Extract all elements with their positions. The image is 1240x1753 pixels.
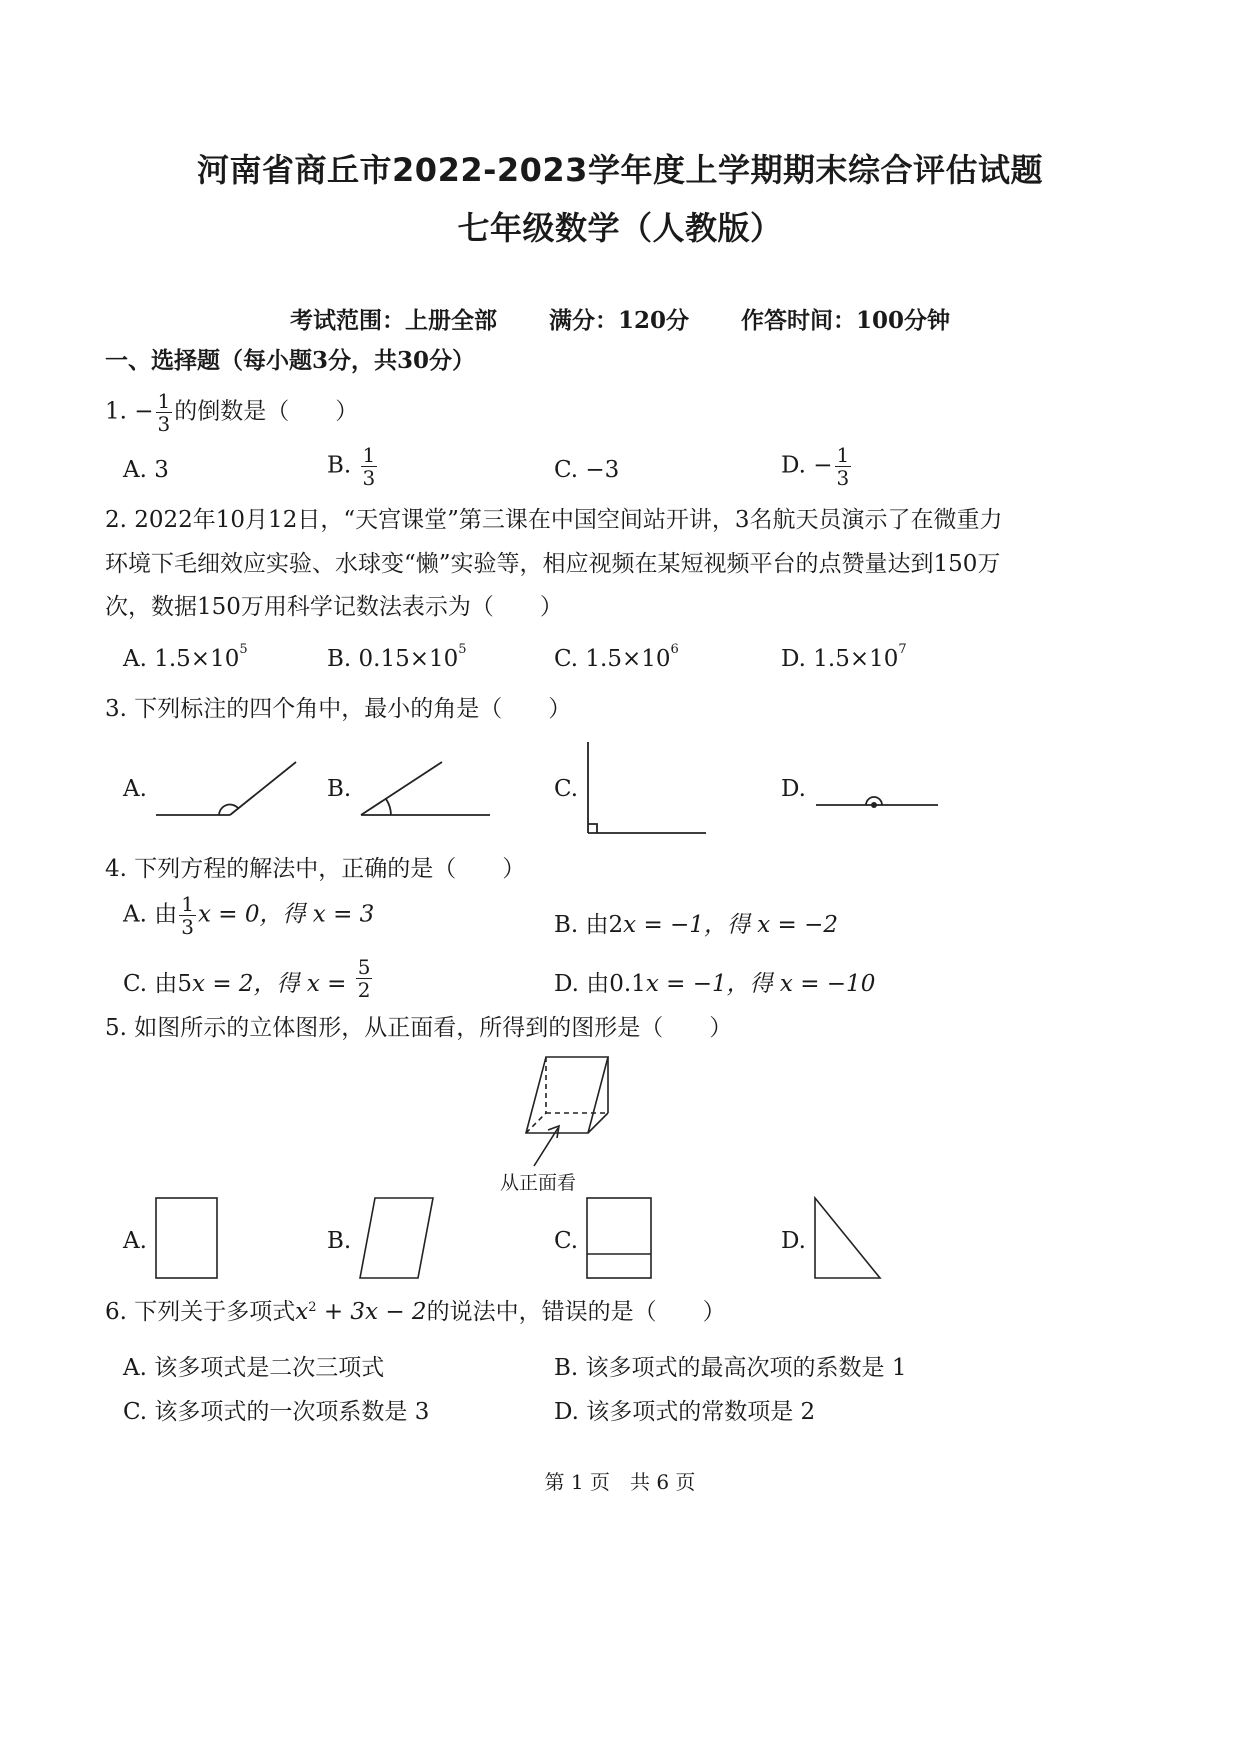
exam-scope: 考试范围：上册全部: [289, 307, 497, 334]
q5-view-caption: 从正面看: [500, 1172, 577, 1194]
q3-option-a-label: A.: [123, 776, 147, 802]
q5-shape-d: [815, 1198, 880, 1278]
q6-option-b: B. 该多项式的最高次项的系数是 1: [554, 1355, 907, 1381]
q3-option-c-label: C.: [554, 776, 579, 802]
page-footer: 第 1 页 共 6 页: [544, 1470, 696, 1494]
question-3-stem: 3. 下列标注的四个角中，最小的角是（ ）: [105, 696, 572, 722]
q2-option-d: D. $1.5\times 10^7$: [781, 642, 907, 672]
q1-option-b: B. $\frac{1}{3}$: [327, 443, 376, 490]
q5-option-c-label: C.: [554, 1228, 579, 1254]
q4-option-b: B. 由2x = −1，得 x = −2: [554, 912, 839, 938]
exam-subtitle: 七年级数学（人教版）: [457, 209, 783, 247]
q2-option-a: A. $1.5\times 10^5$: [123, 642, 248, 672]
q1-option-c: C. −3: [554, 457, 620, 483]
q3-option-b-label: B.: [327, 776, 352, 802]
question-1-stem: 1. − $\frac{1}{3}$ 的倒数是（ ）: [105, 389, 359, 436]
section-heading: 一、选择题（每小题3分，共30分）: [105, 347, 476, 374]
q4-option-a: A. 由 $\frac{1}{3}$ x = 0，得 x = 3: [123, 892, 375, 939]
q4-option-c: C. 由5x = 2，得 x = $\frac{5}{2}$: [123, 954, 371, 1002]
q5-option-d-label: D.: [781, 1228, 806, 1254]
q2-option-c: C. $1.5\times 10^6$: [554, 642, 679, 672]
exam-score: 满分：120分: [548, 307, 689, 334]
q2-option-b: B. $0.15\times 10^5$: [327, 642, 467, 672]
q5-shape-b: [360, 1198, 433, 1278]
question-5-stem: 5. 如图所示的立体图形，从正面看，所得到的图形是（ ）: [105, 1015, 733, 1041]
q1-fraction: $\frac{1}{3}$: [157, 389, 171, 436]
q3-option-d-label: D.: [781, 776, 806, 802]
q5-shape-a: [156, 1198, 217, 1278]
q6-option-c: C. 该多项式的一次项系数是 3: [123, 1399, 430, 1425]
q1-option-d: D. − $\frac{1}{3}$: [781, 443, 850, 490]
question-2-line3: 次，数据150万用科学记数法表示为（ ）: [105, 594, 563, 620]
exam-title: 河南省商丘市2022-2023学年度上学期期末综合评估试题: [197, 151, 1043, 189]
question-2-line2: 环境下毛细效应实验、水球变“懒”实验等，相应视频在某短视频平台的点赞量达到150万: [105, 551, 1001, 577]
question-2-line1: 2. 2022年10月12日，“天宫课堂”第三课在中国空间站开讲，3名航天员演示了在微重力: [105, 507, 1003, 533]
q1-option-a: A. 3: [123, 457, 169, 483]
q6-option-a: A. 该多项式是二次三项式: [123, 1355, 385, 1381]
q4-option-d: D. 由0.1x = −1，得 x = −10: [554, 971, 876, 997]
question-6-stem: 6. 下列关于多项式$x^2 + 3x - 2$的说法中，错误的是（ ）: [105, 1299, 726, 1325]
q6-option-d: D. 该多项式的常数项是 2: [554, 1399, 816, 1425]
q5-shape-c: [587, 1198, 651, 1278]
q5-option-b-label: B.: [327, 1228, 352, 1254]
question-4-stem: 4. 下列方程的解法中，正确的是（ ）: [105, 856, 526, 882]
exam-time: 作答时间：100分钟: [741, 307, 951, 334]
q5-option-a-label: A.: [123, 1228, 147, 1254]
